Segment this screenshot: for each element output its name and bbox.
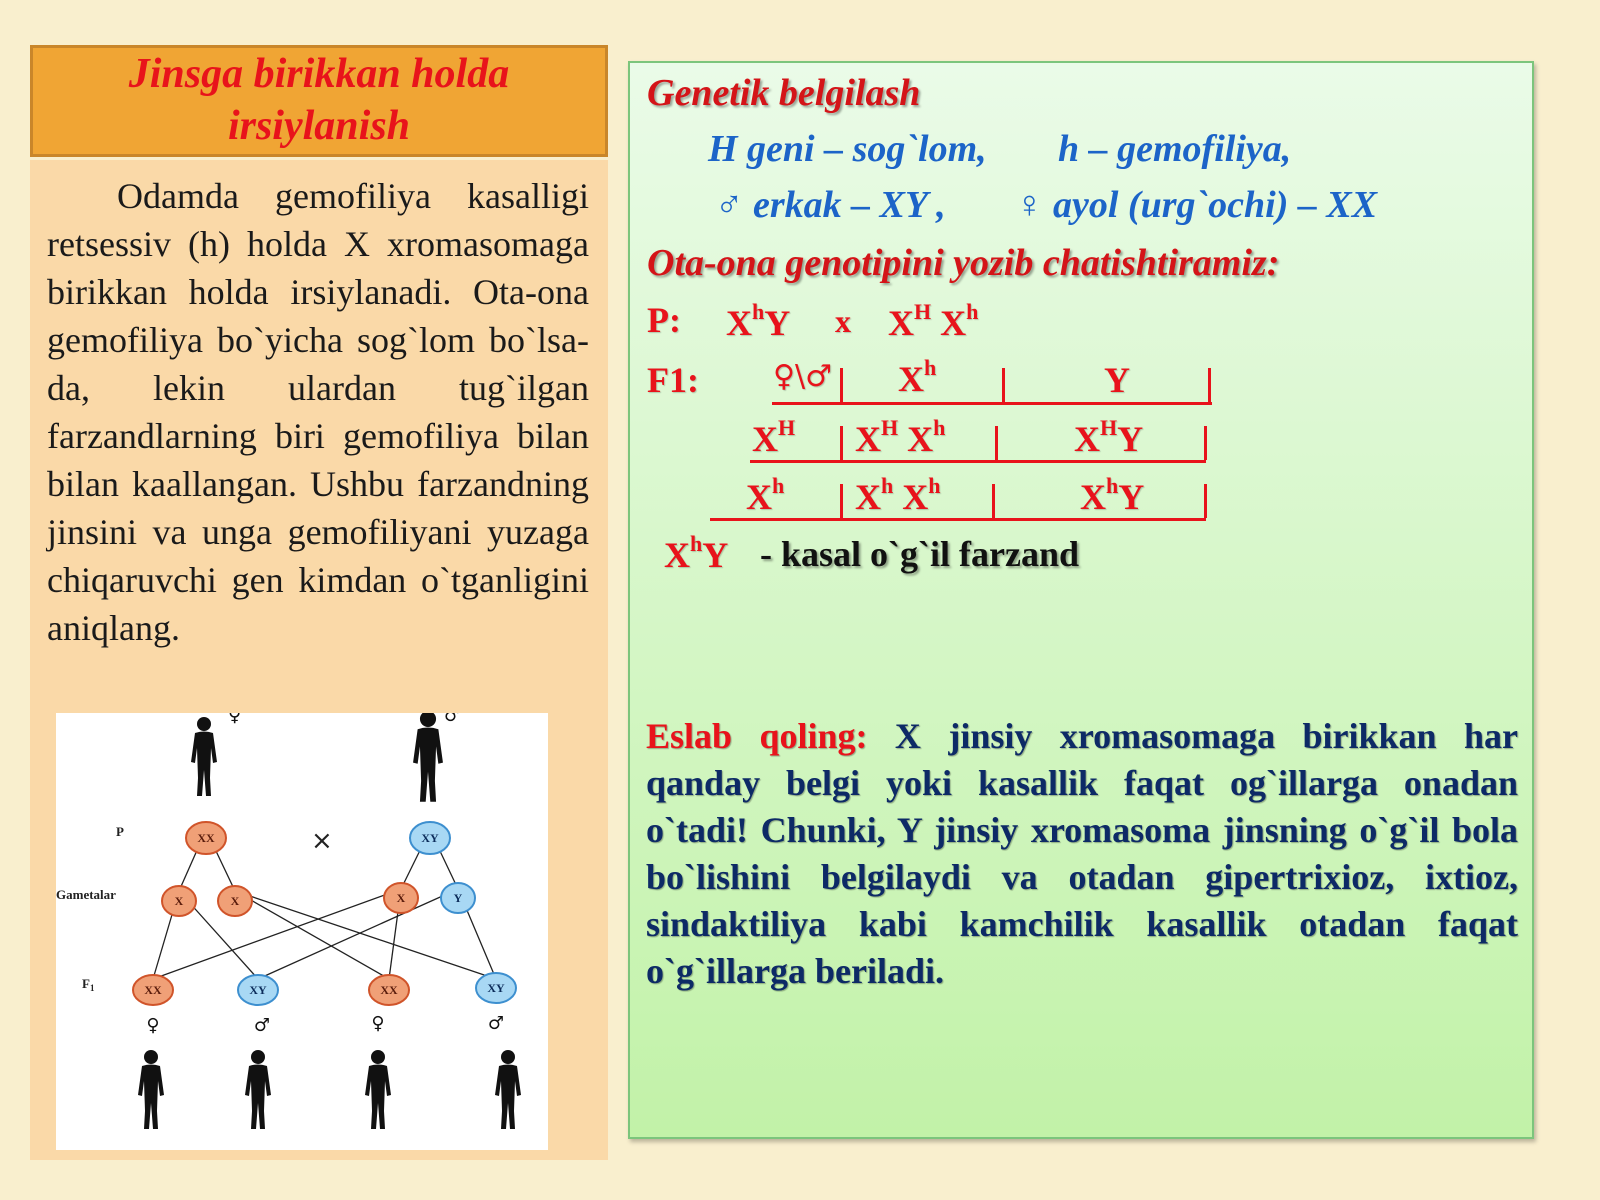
offspring-genotype: XY xyxy=(487,981,505,995)
female-symbol: ♀ xyxy=(228,713,242,726)
male-offspring-icon xyxy=(495,1050,521,1129)
result-description: - kasal o`g`il farzand xyxy=(760,534,1079,574)
gamete-label: X xyxy=(396,891,406,905)
offspring-genotype: XY xyxy=(249,983,267,997)
row-label-p: P xyxy=(116,824,124,839)
gamete-label: X xyxy=(174,894,184,908)
remember-note xyxy=(646,713,1518,995)
inheritance-diagram xyxy=(56,713,548,1150)
remember-text: X jinsiy xromasomaga birikkan har qanday belgi yoki kasallik faqat og`illarga onadan o`tadi! Chunki, Y jinsiy xromasoma jinsning o`g`il bola bo`lishini belgilaydi va otadan gipertrixioz, ixtioz, sindaktiliya kabi kamchilik kasallik otadan faqat o`g`illarga beriladi. xyxy=(646,716,1518,991)
gamete-label: X xyxy=(230,894,240,908)
result-genotype: $X^hY$ xyxy=(664,531,729,575)
solution-panel xyxy=(628,61,1534,1139)
female-symbol: ♀ xyxy=(371,1013,385,1034)
male-notation: ♂ erkak – XY , xyxy=(715,184,946,226)
p-label: P: xyxy=(647,300,681,340)
p-cross-sign: x xyxy=(835,303,851,339)
row-label-f1: $F_1$ xyxy=(82,976,95,993)
slide-title xyxy=(30,45,608,157)
father-genotype: $X^hY$ xyxy=(726,299,791,343)
female-symbol: ♀ xyxy=(146,1015,160,1036)
mother-genotype: $X^H$ $X^h$ xyxy=(888,299,979,343)
male-parent-icon xyxy=(413,713,443,802)
punnett-corner: ♀\♂ xyxy=(773,359,832,394)
male-offspring-icon xyxy=(245,1050,271,1129)
female-notation: ♀ ayol (urg`ochi) – XX xyxy=(1015,184,1378,226)
offspring-Xh-Y: $X^hY$ xyxy=(1080,473,1145,517)
row-label-gametes: Gametalar xyxy=(56,887,116,902)
f1-label: F1: xyxy=(647,360,699,400)
remember-label: Eslab qoling: xyxy=(646,716,868,756)
offspring-genotype: XX xyxy=(144,983,162,997)
male-symbol: ♂ xyxy=(487,1013,505,1034)
female-offspring-icon xyxy=(365,1050,391,1129)
gene-h-dominant: H geni – sog`lom, xyxy=(708,128,987,170)
male-symbol: ♂ xyxy=(444,713,461,726)
parent-genotype-male: XY xyxy=(421,831,439,845)
parent-genotype-female: XX xyxy=(197,831,215,845)
male-gamete-y: Y xyxy=(1104,360,1130,400)
male-gamete-xh: $X^h$ xyxy=(898,355,937,399)
male-symbol: ♂ xyxy=(253,1015,271,1036)
cross-heading: Ota-ona genotipini yozib chatishtiramiz: xyxy=(647,242,1280,284)
offspring-genotype: XX xyxy=(380,983,398,997)
female-parent-icon xyxy=(191,717,217,796)
gamete-label: Y xyxy=(453,891,463,905)
offspring-XH-Y: $X^HY$ xyxy=(1074,415,1144,459)
female-offspring-icon xyxy=(138,1050,164,1129)
female-gamete-xH: $X^H$ xyxy=(752,415,796,459)
problem-text: Odamda gemofiliya kasalligi retsessiv (h) holda X xromasomaga birikkan holda irsiylanadi. Ota-ona gemofiliya bo`yicha sog`lom bo`lsa-da, lekin ulardan tug`ilgan farzandlarning biri gemofiliya bilan bilan kaallangan. Ushbu farzandning jinsini va unga gemofiliyani yuzaga chiqaruvchi gen kimdan o`tganligini aniqlang. xyxy=(47,176,589,648)
title-line-2: irsiylanish xyxy=(227,103,411,149)
female-gamete-xh: $X^h$ xyxy=(746,473,785,517)
offspring-Xh-Xh: $X^h$ $X^h$ xyxy=(855,473,941,517)
inheritance-diagram-svg xyxy=(56,713,548,1150)
title-line-1: Jinsga birikkan holda xyxy=(128,51,510,97)
gene-h-recessive: h – gemofiliya, xyxy=(1058,128,1292,170)
offspring-XH-Xh: $X^H$ $X^h$ xyxy=(855,415,946,459)
cross-symbol: × xyxy=(311,826,333,856)
genetic-notation-heading: Genetik belgilash xyxy=(647,72,921,114)
